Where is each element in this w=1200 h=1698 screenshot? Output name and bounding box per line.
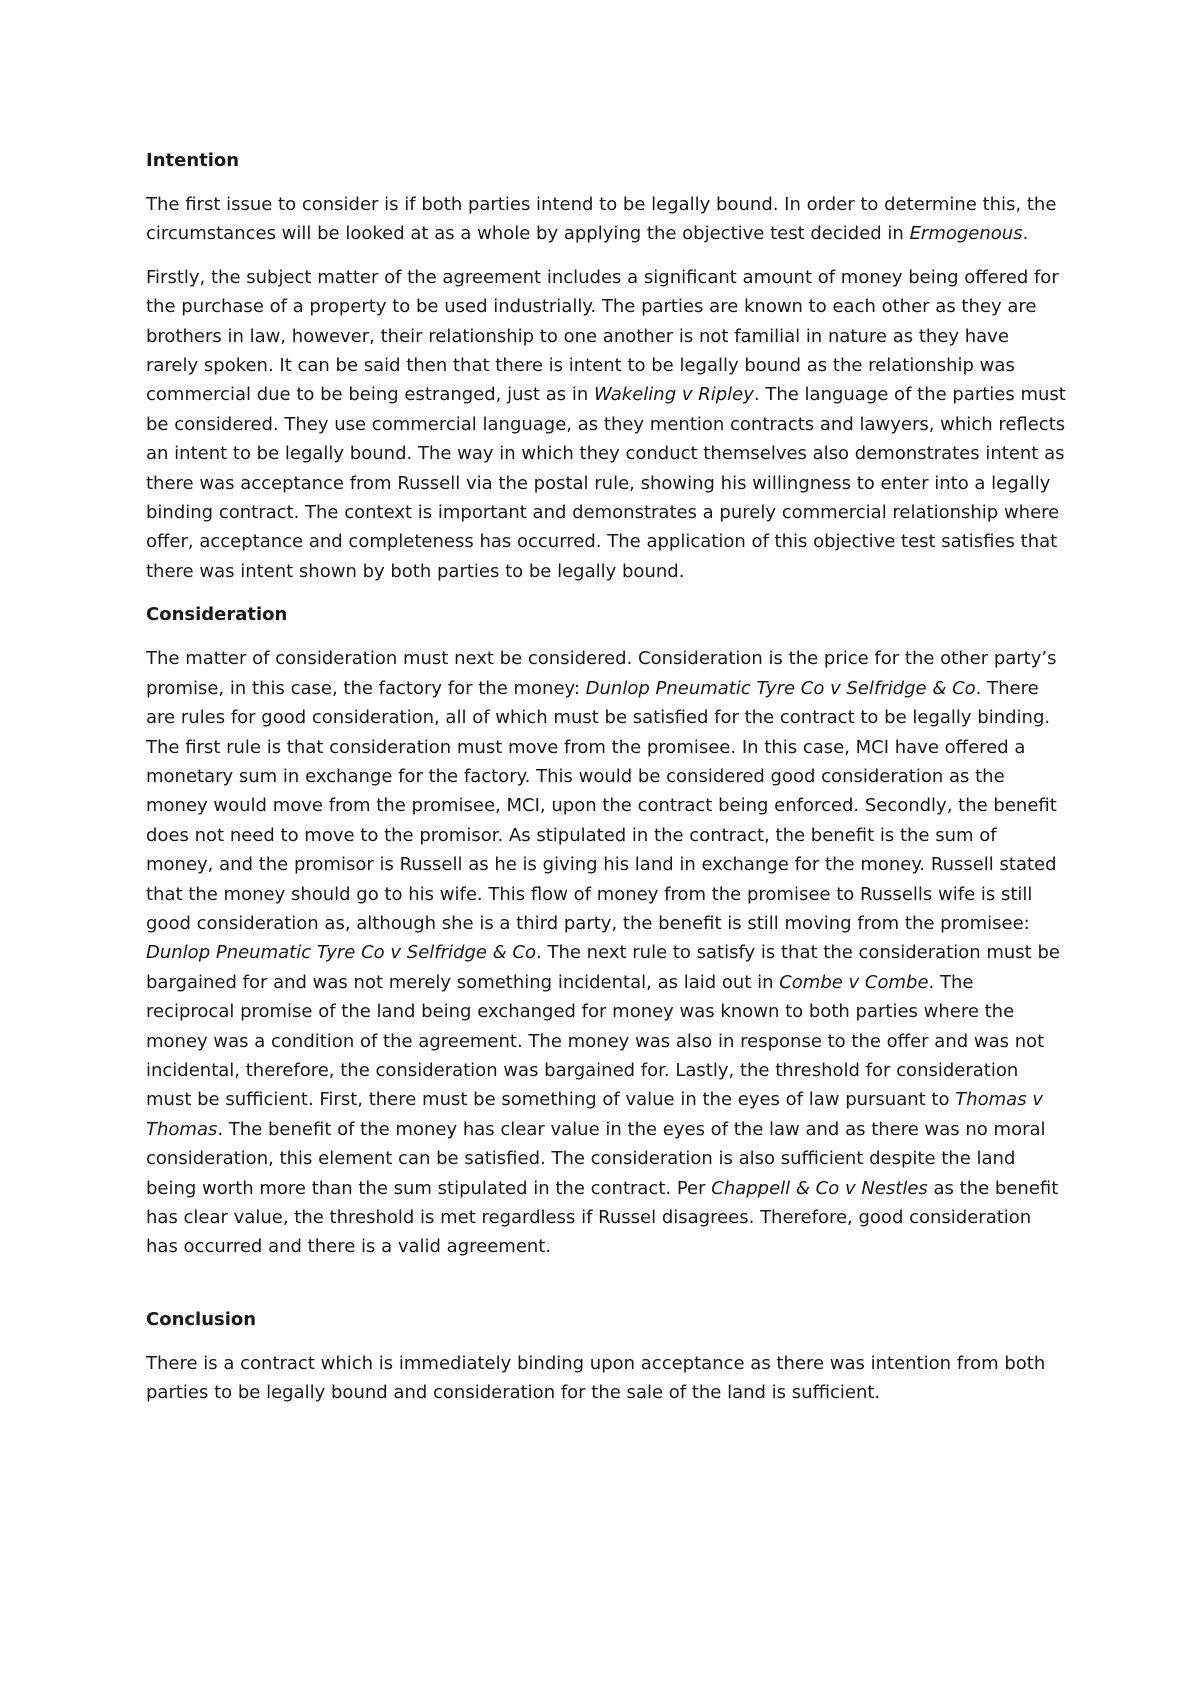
- section-heading: Consideration: [146, 604, 288, 626]
- document-page: [146, 146, 1066, 1422]
- section-consideration: [146, 600, 1066, 1262]
- paragraph: Firstly, the subject matter of the agreement includes a significant amount of money being offered for the purchase of a property to be used industrially. The parties are known to each other as they are brothers in law, however, their relationship to one another is not familial in nature as they have rarely spoken. It can be said then that there is intent to be legally bound as the relationship was commercial due to be being estranged, just as in Wakeling v Ripley. The language of the parties must be considered. They use commercial language, as they mention contracts and lawyers, which reflects an intent to be legally bound. The way in which they conduct themselves also demonstrates intent as there was acceptance from Russell via the postal rule, showing his willingness to enter into a legally binding contract. The context is important and demonstrates a purely commercial relationship where offer, acceptance and completeness has occurred. The application of this objective test satisfies that there was intent shown by both parties to be legally bound.: [146, 266, 1066, 582]
- section-heading: Intention: [146, 150, 240, 171]
- paragraph: There is a contract which is immediately binding upon acceptance as there was intention from both parties to be legally bound and consideration for the sale of the land is sufficient.: [146, 1352, 1046, 1404]
- section-conclusion: [146, 1305, 1066, 1408]
- section-intention: [146, 146, 1066, 586]
- blank-line: [146, 1276, 1066, 1305]
- paragraph: The first issue to consider is if both parties intend to be legally bound. In order to determine this, the circumstances will be looked at as a whole by applying the objective test decided in Ermogenous.: [146, 194, 1057, 245]
- section-heading: Conclusion: [146, 1308, 257, 1330]
- paragraph: The matter of consideration must next be considered. Consideration is the price for the other party’s promise, in this case, the factory for the money: Dunlop Pneumatic Tyre Co v Selfridge & Co. There are rules for good consideration, all of which must be satisfied for the contract to be legally binding. The first rule is that consideration must move from the promisee. In this case, MCI have offered a monetary sum in exchange for the factory. This would be considered good consideration as the money would move from the promisee, MCI, upon the contract being enforced. Secondly, the benefit does not need to move to the promisor. As stipulated in the contract, the benefit is the sum of money, and the promisor is Russell as he is giving his land in exchange for the money. Russell stated that the money should go to his wife. This flow of money from the promisee to Russells wife is still good consideration as, although she is a third party, the benefit is still moving from the promisee: Dunlop Pneumatic Tyre Co v Selfridge & Co. The next rule to satisfy is that the consideration must be bargained for and was not merely something incidental, as laid out in Combe v Combe. The reciprocal promise of the land being exchanged for money was known to both parties where the money was a condition of the agreement. The money was also in response to the offer and was not incidental, therefore, the consideration was bargained for. Lastly, the threshold for consideration must be sufficient. First, there must be something of value in the eyes of law pursuant to Thomas v Thomas. The benefit of the money has clear value in the eyes of the law and as there was no moral consideration, this element can be satisfied. The consideration is also sufficient despite the land being worth more than the sum stipulated in the contract. Per Chappell & Co v Nestles as the benefit has clear value, the threshold is met regardless if Russel disagrees. Therefore, good consideration has occurred and there is a valid agreement.: [146, 648, 1060, 1258]
